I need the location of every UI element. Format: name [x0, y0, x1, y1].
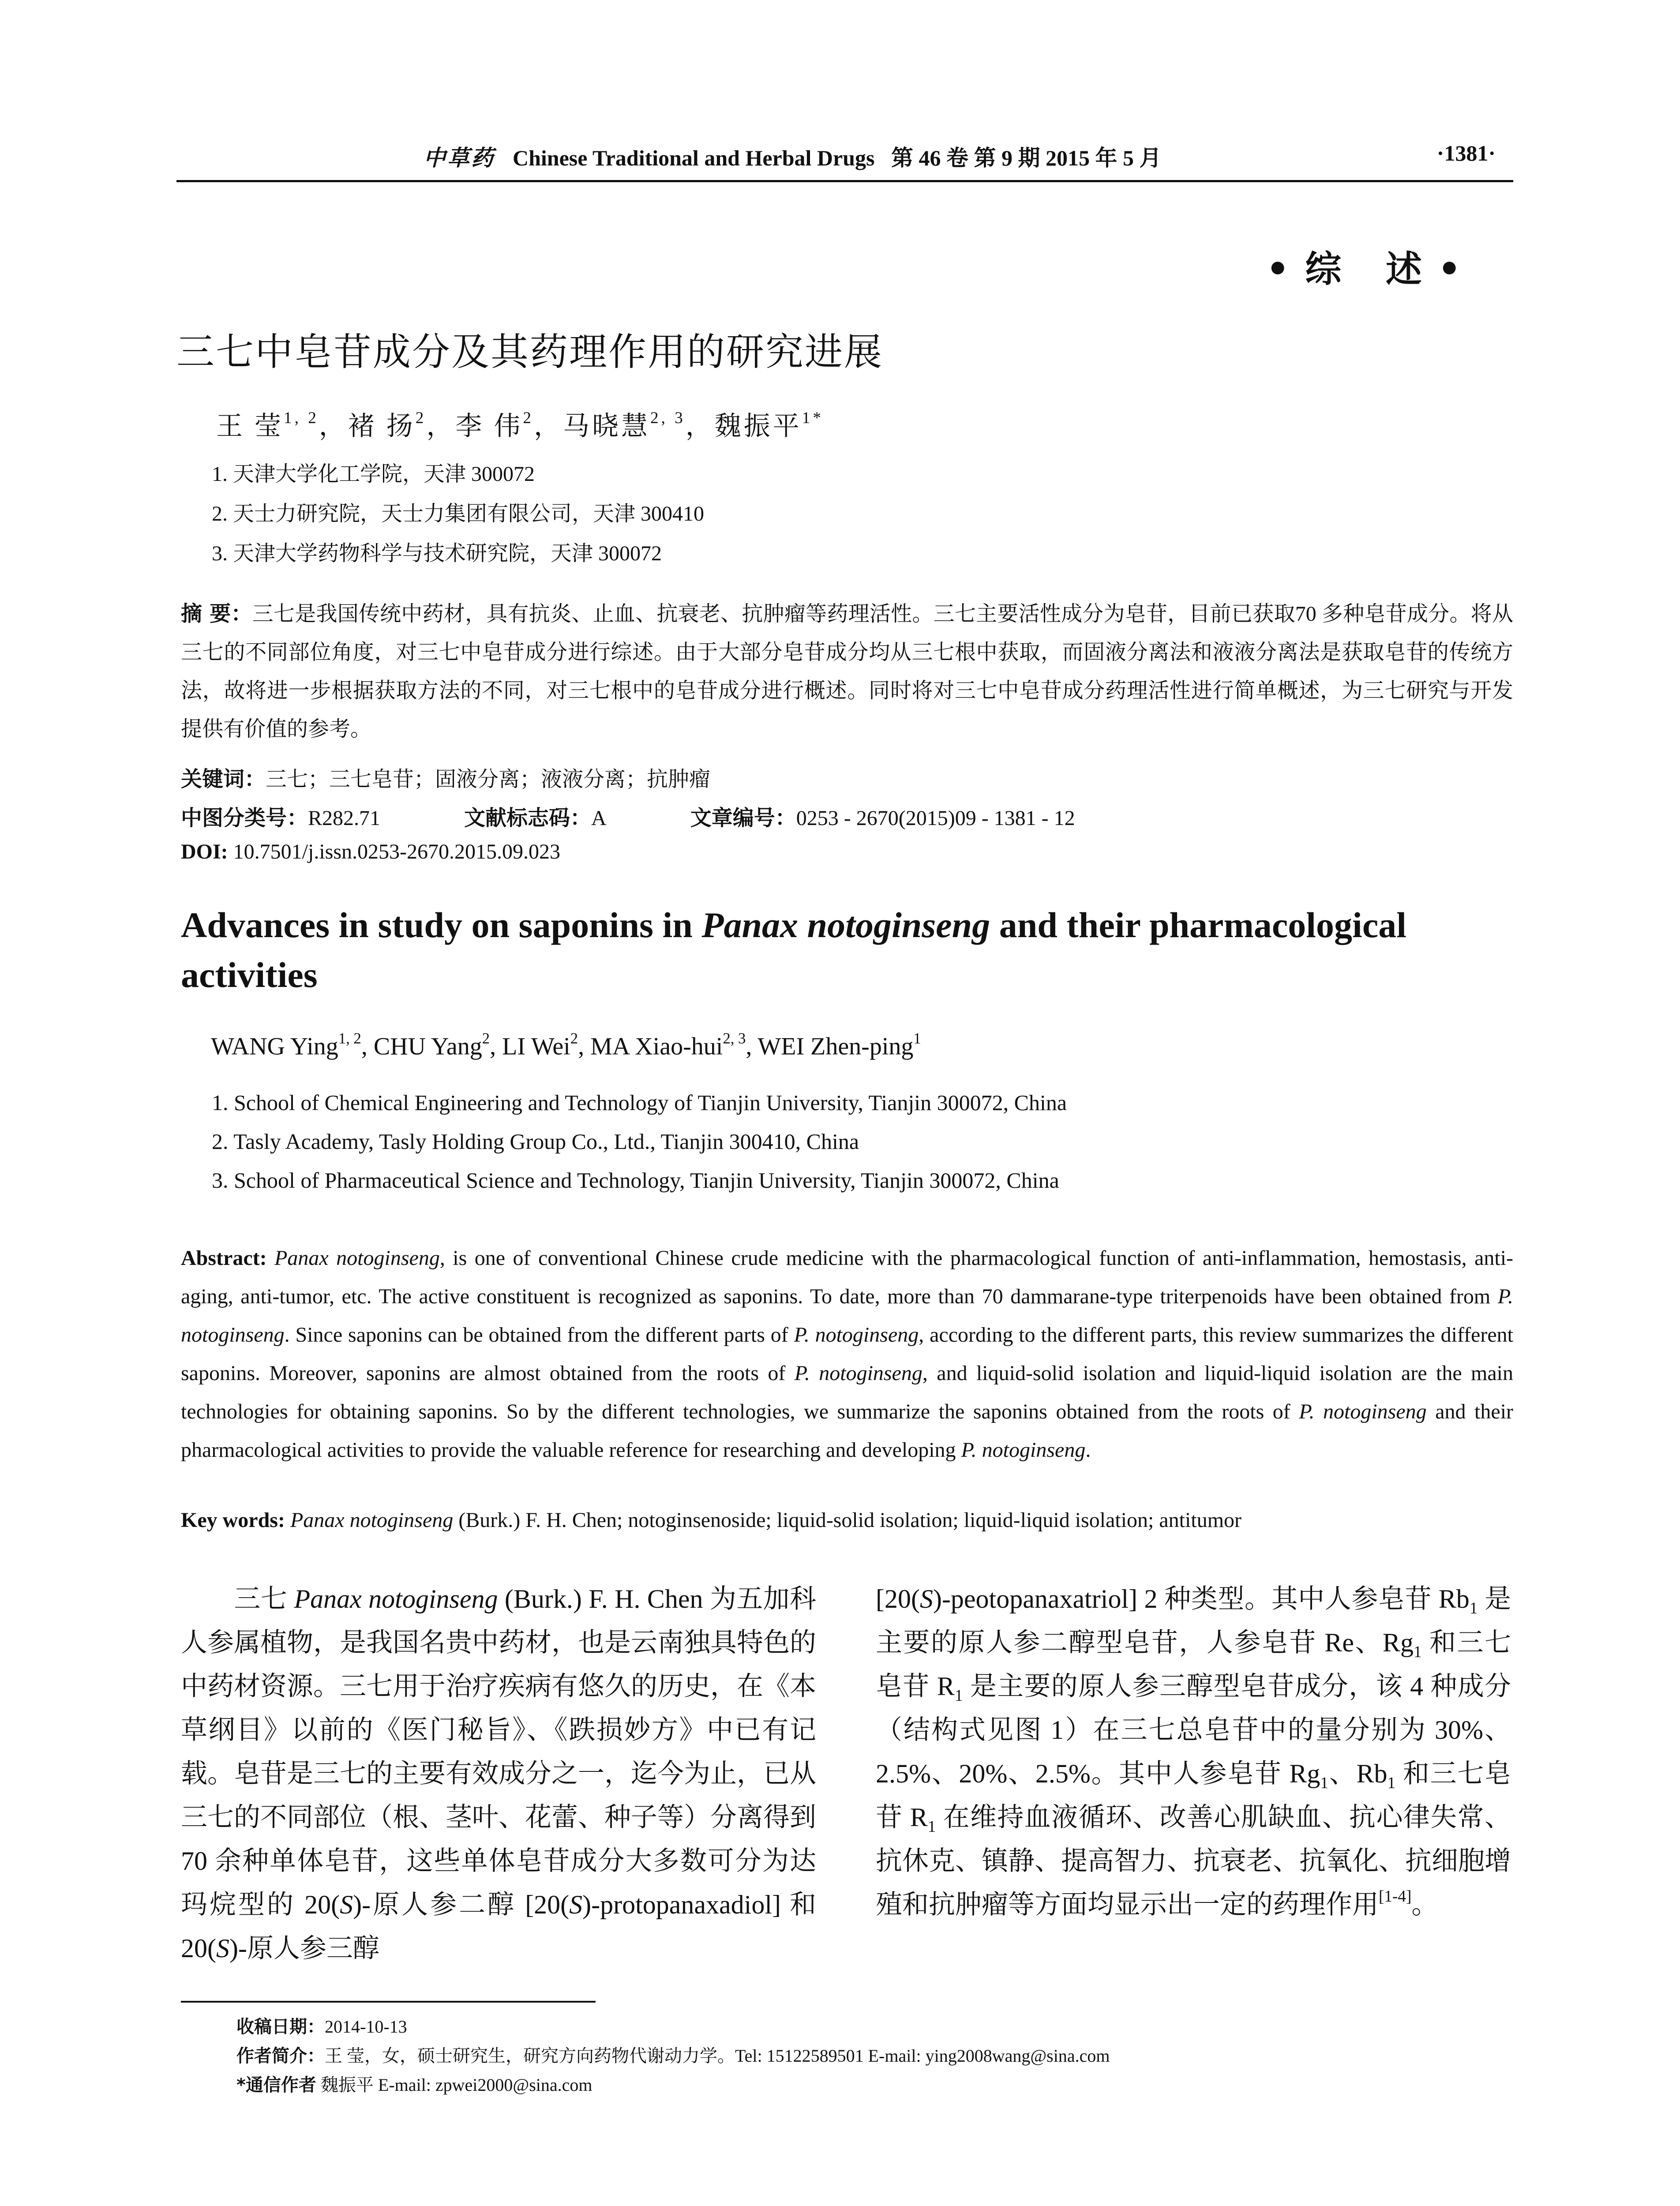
keywords-zh-text: 三七；三七皂苷；固液分离；液液分离；抗肿瘤: [266, 768, 711, 791]
abstract-zh: [181, 595, 1513, 748]
footnote-divider: [181, 2001, 596, 2003]
author-affil-sup: 2: [523, 409, 534, 428]
abstract-en-label: Abstract:: [181, 1246, 267, 1270]
affiliation-zh: 1. 天津大学化工学院，天津 300072: [212, 462, 535, 486]
doc-code-label: 文献标志码：: [464, 806, 592, 830]
subscript: 1: [1320, 1774, 1329, 1792]
body-text: [20(: [876, 1584, 920, 1613]
title-en-species: Panax notoginseng: [701, 905, 990, 945]
body-text: 在维持血液循环、改善心肌缺血、抗心律失常、抗休克、镇静、提高智力、抗衰老、抗氧化、抗细胞增殖和抗肿瘤等方面均显示出一定的药理作用: [876, 1803, 1511, 1919]
author-affil-sup: 2: [570, 1030, 578, 1047]
corresponding-info: 魏振平 E-mail: zpwei2000@sina.com: [316, 2075, 592, 2095]
title-en-part: and their pharmacological activities: [181, 905, 1407, 995]
affiliation-en: 2. Tasly Academy, Tasly Holding Group Co., Ltd., Tianjin 300410, China: [212, 1129, 859, 1154]
abstract-zh-label: 摘 要：: [181, 601, 252, 626]
article-number-label: 文章编号：: [690, 806, 796, 830]
doi-link[interactable]: 10.7501/j.issn.0253-2670.2015.09.023: [228, 840, 561, 863]
clc-label: 中图分类号：: [181, 806, 308, 830]
affiliation-zh: 2. 天士力研究院，天士力集团有限公司，天津 300410: [212, 502, 705, 525]
body-text: 、Rb: [1328, 1759, 1388, 1788]
body-text: 是主要的原人参二醇型皂苷，人参皂苷 Re、Rg: [876, 1584, 1511, 1657]
abstract-en-text: . Since saponins can be obtained from the different parts of: [284, 1323, 794, 1347]
author-zh: ，魏振平: [685, 412, 802, 441]
author-bio: 王 莹，女，硕士研究生，研究方向药物代谢动力学。Tel: 15122589501 E-mail: ying2008wang@sina.com: [325, 2046, 1110, 2066]
species-name: Panax notoginseng: [294, 1584, 498, 1613]
species-name: P. notoginseng: [1299, 1400, 1427, 1423]
species-name: P. notoginseng: [181, 1285, 1513, 1347]
subscript: 1: [1387, 1774, 1396, 1792]
author-affil-sup: 1, 2: [284, 409, 319, 428]
author-affil-sup: 2, 3: [650, 409, 686, 428]
doi-line: [181, 840, 560, 864]
abstract-en-text: and their pharmacological activities to provide the valuable reference for researching and developing: [181, 1400, 1514, 1462]
species-name: Panax notoginseng: [274, 1246, 440, 1270]
keywords-zh-label: 关键词：: [181, 767, 266, 792]
body-text: 是主要的原人参三醇型皂苷成分，该 4 种成分（结构式见图 1）在三七总皂苷中的量分别为 30%、2.5%、20%、2.5%。其中人参皂苷 Rg: [876, 1672, 1511, 1788]
received-date: 2014-10-13: [325, 2017, 407, 2037]
authors-en: [211, 1032, 921, 1061]
stereo-label: S: [340, 1890, 353, 1919]
classification-line: [181, 801, 1075, 831]
subscript: 1: [954, 1687, 963, 1705]
section-tag: •综 述•: [1266, 248, 1477, 290]
body-text: 三七: [234, 1584, 294, 1613]
affiliation-en: 3. School of Pharmaceutical Science and Technology, Tianjin University, Tianjin 300072, China: [212, 1168, 1059, 1193]
body-text: 。: [1411, 1890, 1438, 1919]
footnote-received: [236, 2013, 407, 2038]
subscript: 1: [1469, 1599, 1478, 1617]
keywords-en-species: Panax notoginseng: [285, 1508, 454, 1532]
author-affil-sup: 2, 3: [723, 1030, 746, 1047]
doc-code-value: A: [591, 807, 607, 830]
title-zh: 三七中皂苷成分及其药理作用的研究进展: [176, 330, 883, 374]
journal-name-en: Chinese Traditional and Herbal Drugs: [513, 146, 875, 170]
affiliation-en: 1. School of Chemical Engineering and Technology of Tianjin University, Tianjin 300072, China: [212, 1090, 1067, 1115]
keywords-en: [181, 1508, 1241, 1532]
author-zh: ，李 伟: [426, 412, 523, 441]
species-name: P. notoginseng: [961, 1438, 1086, 1462]
title-en-part: Advances in study on saponins in: [181, 905, 702, 945]
abstract-en-text: .: [1085, 1438, 1091, 1462]
abstract-en-text: , is one of conventional Chinese crude medicine with the pharmacological function of anti-inflammation, hemostasis, anti-aging, anti-tumor, etc. The active constituent is recognized as saponins. To date, more than 70 dammarane-type triterpenoids have been obtained from: [181, 1246, 1514, 1308]
journal-citation: [424, 140, 1161, 172]
article-number-value: 0253 - 2670(2015)09 - 1381 - 12: [796, 807, 1075, 830]
abstract-zh-text: 三七是我国传统中药材，具有抗炎、止血、抗衰老、抗肿瘤等药理活性。三七主要活性成分为皂苷，目前已获取70 多种皂苷成分。将从三七的不同部位角度，对三七中皂苷成分进行综述。由于大部分皂苷成分均从三七根中获取，而固液分离法和液液分离法是获取皂苷的传统方法，故将进一步根据获取方法的不同，对三七根中的皂苷成分进行概述。同时将对三七中皂苷成分药理活性进行简单概述，为三七研究与开发提供有价值的参考。: [181, 602, 1513, 741]
corresponding-label: *通信作者: [236, 2075, 316, 2095]
body-text: 和三七皂苷 R: [876, 1759, 1511, 1832]
title-en: [181, 900, 1526, 1000]
author-en: , LI Wei: [490, 1033, 570, 1060]
doi-label: DOI:: [181, 840, 228, 863]
author-affil-sup: 2: [482, 1030, 490, 1047]
citation-ref[interactable]: [1-4]: [1379, 1887, 1412, 1906]
footnote-corresponding: [236, 2071, 592, 2096]
affiliation-zh: 3. 天津大学药物科学与技术研究院，天津 300072: [212, 542, 662, 565]
keywords-en-label: Key words:: [181, 1508, 285, 1532]
author-en: , MA Xiao-hui: [578, 1033, 723, 1060]
subscript: 1: [927, 1818, 936, 1836]
authors-zh: [216, 405, 824, 443]
author-en: , WEI Zhen-ping: [746, 1033, 914, 1060]
abstract-en-text: , and liquid-solid isolation and liquid-liquid isolation are the main technologies for obtaining saponins. So by the different technologies, we summarize the saponins obtained from the roots of: [181, 1362, 1513, 1423]
keywords-en-text: (Burk.) F. H. Chen; notoginsenoside; liquid-solid isolation; liquid-liquid isolation; antitumor: [453, 1508, 1242, 1532]
stereo-label: S: [569, 1890, 583, 1919]
body-column-right: [876, 1577, 1511, 1927]
abstract-en: [181, 1239, 1513, 1469]
stereo-label: S: [216, 1934, 229, 1963]
body-text: (Burk.) F. H. Chen 为五加科人参属植物，是我国名贵中药材，也是云南独具特色的中药材资源。三七用于治疗疾病有悠久的历史，在《本草纲目》以前的《医门秘旨》、《跌损妙方》中已有记载。皂苷是三七的主要有效成分之一，迄今为止，已从三七的不同部位（根、茎叶、花蕾、种子等）分离得到 70 余种单体皂苷，这些单体皂苷成分大多数可分为达玛烷型的 20(: [181, 1584, 816, 1919]
running-header: [176, 140, 1513, 182]
body-text: )-protopanaxadiol] 和 20(: [181, 1890, 817, 1963]
abstract-en-text: , according to the different parts, this review summarizes the different saponins. Moreover, saponins are almost obtained from the roots of: [181, 1323, 1513, 1385]
author-affil-sup: 2: [415, 409, 427, 428]
journal-issue: 第 46 卷 第 9 期 2015 年 5 月: [891, 146, 1162, 170]
clc-value: R282.71: [308, 807, 381, 830]
received-label: 收稿日期：: [236, 2017, 325, 2037]
author-zh: 王 莹: [216, 412, 284, 441]
keywords-zh: [181, 762, 710, 792]
author-affil-sup: 1, 2: [338, 1030, 361, 1047]
footnote-author: [236, 2042, 1110, 2067]
body-text: )-原人参三醇: [229, 1934, 379, 1963]
body-text: 和三七皂苷 R: [876, 1628, 1511, 1701]
species-name: P. notoginseng: [794, 1362, 922, 1385]
author-en: , CHU Yang: [361, 1033, 482, 1060]
body-column-left: [181, 1577, 816, 1970]
body-text: )-peotopanaxatriol] 2 种类型。其中人参皂苷 Rb: [933, 1584, 1470, 1613]
body-text: )-原人参二醇 [20(: [353, 1890, 570, 1919]
subscript: 1: [1413, 1643, 1422, 1661]
stereo-label: S: [919, 1584, 933, 1613]
journal-logo-zh: 中草药: [424, 145, 495, 171]
author-zh: ，马晓慧: [533, 412, 650, 441]
author-bio-label: 作者简介：: [236, 2046, 325, 2066]
species-name: P. notoginseng: [794, 1323, 919, 1347]
page-number: ·1381·: [1436, 141, 1496, 165]
author-affil-sup: 1*: [802, 409, 824, 428]
author-affil-sup: 1: [913, 1030, 921, 1047]
author-en: WANG Ying: [211, 1033, 338, 1060]
author-zh: ，褚 扬: [319, 412, 416, 441]
